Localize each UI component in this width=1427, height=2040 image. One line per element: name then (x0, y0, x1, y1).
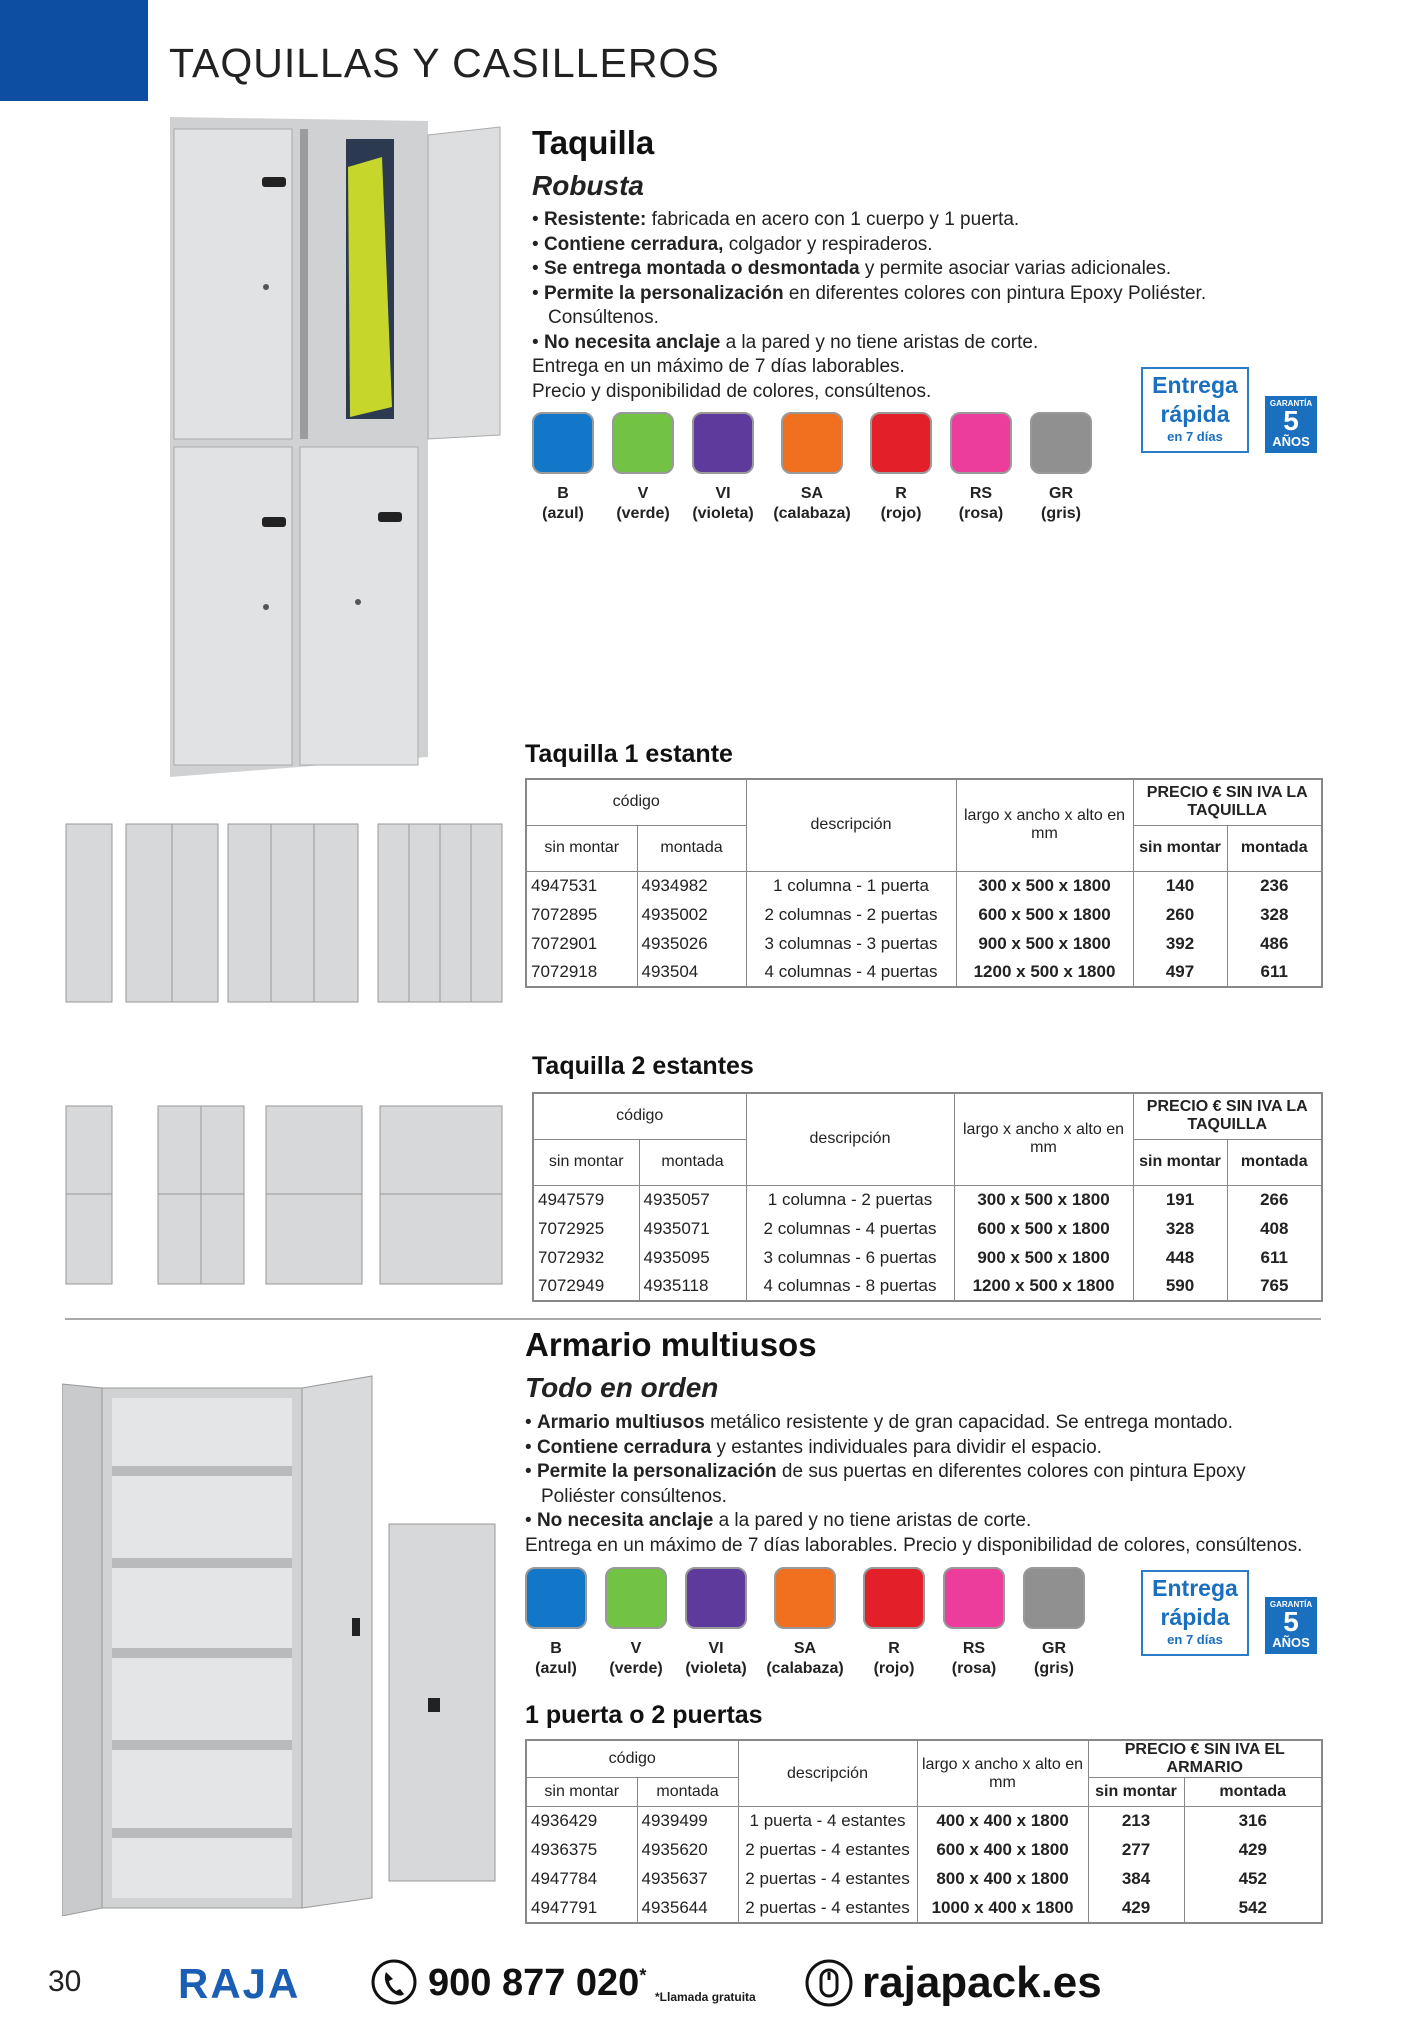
color-swatch-v: V (verde) (605, 1567, 667, 1679)
taquilla-features: • Resistente: fabricada en acero con 1 cuerpo y 1 puerta. • Contiene cerradura, colgador y respiraderos. • Se entrega montada o desmontada y permite asociar varias adicionales. • Permite la personalización en diferentes colores con pintura Epoxy Poliéster. Consúltenos. • No necesita anclaje a la pared y no tiene aristas de corte. Entrega en un máximo de 7 días laborables. Precio y disponibilidad de colores, consúltenos. (532, 208, 1312, 404)
table-row: 7072932 4935095 3 columnas - 6 puertas 900 x 500 x 1800 448 611 (533, 1243, 1322, 1272)
feature-item: • Se entrega montada o desmontada y permite asociar varias adicionales. (532, 258, 1172, 279)
product-title-armario: Armario multiusos (525, 1326, 817, 1363)
website-link[interactable]: rajapack.es (862, 1958, 1102, 2007)
color-swatch-rs: RS (rosa) (950, 412, 1012, 524)
header-precio-montada: montada (1227, 825, 1322, 871)
table-row: 7072918 493504 4 columnas - 4 puertas 1200 x 500 x 1800 497 611 (526, 958, 1322, 987)
feature-item: • Resistente: fabricada en acero con 1 cuerpo y 1 puerta. (532, 209, 1020, 230)
color-chip (870, 412, 932, 474)
locker-1-shelf-images (62, 820, 507, 1006)
table1 (525, 778, 1323, 988)
feature-item: • Permite la personalización en diferentes colores con pintura Epoxy Poliéster. (532, 282, 1207, 304)
table1-title: Taquilla 1 estante (525, 740, 733, 768)
color-chip (863, 1567, 925, 1629)
color-chip (532, 412, 594, 474)
table-row: 4947531 4934982 1 columna - 1 puerta 300 x 500 x 1800 140 236 (526, 871, 1322, 900)
header-sin-montar: sin montar (526, 825, 637, 871)
fast-delivery-badge: Entrega rápida en 7 días (1141, 1570, 1249, 1656)
color-swatch-b: B (azul) (532, 412, 594, 524)
product-subtitle-taquilla: Robusta (532, 170, 644, 201)
phone-icon (370, 1958, 418, 2006)
color-swatch-gr: GR (gris) (1030, 412, 1092, 524)
table2-title: Taquilla 2 estantes (532, 1052, 754, 1080)
table-row: 7072949 4935118 4 columnas - 8 puertas 1200 x 500 x 1800 590 765 (533, 1272, 1322, 1301)
page-title: TAQUILLAS Y CASILLEROS (169, 40, 720, 86)
color-swatch-sa: SA (calabaza) (765, 1567, 845, 1679)
header-codigo: código (526, 779, 746, 825)
raja-logo: RAJA (178, 1960, 301, 2007)
header-sin-montar: sin montar (533, 1139, 639, 1185)
color-chip (685, 1567, 747, 1629)
table3 (525, 1739, 1323, 1924)
table-row: 4936375 4935620 2 puertas - 4 estantes 600 x 400 x 1800 277 429 (526, 1836, 1322, 1865)
header-precio-sin-montar: sin montar (1088, 1778, 1184, 1807)
header-precio-sin-montar: sin montar (1133, 825, 1227, 871)
warranty-badge: GARANTÍA 5 AÑOS (1265, 1597, 1317, 1654)
header-precio-montada: montada (1184, 1778, 1322, 1807)
header-descripcion: descripción (746, 1093, 954, 1185)
header-precio: PRECIO € SIN IVA EL ARMARIO (1088, 1740, 1322, 1778)
page-number: 30 (48, 1965, 82, 1998)
feature-item: • No necesita anclaje a la pared y no tiene aristas de corte. (525, 1510, 1032, 1531)
header-sin-montar: sin montar (526, 1778, 637, 1807)
table-row: 7072901 4935026 3 columnas - 3 puertas 900 x 500 x 1800 392 486 (526, 929, 1322, 958)
section-divider (65, 1318, 1321, 1320)
color-chip (525, 1567, 587, 1629)
color-chip (950, 412, 1012, 474)
color-swatch-b: B (azul) (525, 1567, 587, 1679)
table-row: 4936429 4939499 1 puerta - 4 estantes 400 x 400 x 1800 213 316 (526, 1807, 1322, 1836)
color-chip (781, 412, 843, 474)
color-swatches (532, 412, 1092, 524)
color-chip (605, 1567, 667, 1629)
table-row: 7072895 4935002 2 columnas - 2 puertas 600 x 500 x 1800 260 328 (526, 900, 1322, 929)
color-chip (692, 412, 754, 474)
color-swatches (525, 1567, 1085, 1679)
header-color-block (0, 0, 148, 101)
feature-item: • Contiene cerradura, colgador y respiraderos. (532, 233, 933, 255)
warranty-badge: GARANTÍA 5 AÑOS (1265, 396, 1317, 453)
header-medidas: largo x ancho x alto en mm (954, 1093, 1133, 1185)
header-precio: PRECIO € SIN IVA LA TAQUILLA (1133, 779, 1322, 825)
feature-item: • Contiene cerradura y estantes individuales para dividir el espacio. (525, 1436, 1102, 1458)
table-row: 4947579 4935057 1 columna - 2 puertas 300 x 500 x 1800 191 266 (533, 1185, 1322, 1214)
locker-main-image (166, 117, 506, 779)
header-montada: montada (637, 1778, 738, 1807)
color-swatch-r: R (rojo) (870, 412, 932, 524)
header-precio-sin-montar: sin montar (1133, 1139, 1227, 1185)
armario-features: • Armario multiusos metálico resistente y de gran capacidad. Se entrega montado. • Contiene cerradura y estantes individuales para dividir el espacio. • Permite la personalización de sus puertas en diferentes colores con pintura Epoxy Poliéster consúltenos. • No necesita anclaje a la pared y no tiene aristas de corte. Entrega en un máximo de 7 días laborables. Precio y disponibilidad de colores, consúltenos. (525, 1411, 1325, 1558)
mouse-icon (804, 1958, 854, 2008)
color-swatch-gr: GR (gris) (1023, 1567, 1085, 1679)
color-swatch-sa: SA (calabaza) (772, 412, 852, 524)
header-descripcion: descripción (746, 779, 956, 871)
product-subtitle-armario: Todo en orden (525, 1372, 719, 1403)
color-swatch-vi: VI (violeta) (685, 1567, 747, 1679)
color-chip (1030, 412, 1092, 474)
cabinet-images (62, 1368, 502, 1916)
feature-item: • Armario multiusos metálico resistente y de gran capacidad. Se entrega montado. (525, 1412, 1233, 1433)
header-montada: montada (637, 825, 746, 871)
color-swatch-vi: VI (violeta) (692, 412, 754, 524)
table-row: 4947784 4935637 2 puertas - 4 estantes 800 x 400 x 1800 384 452 (526, 1865, 1322, 1894)
header-precio: PRECIO € SIN IVA LA TAQUILLA (1133, 1093, 1322, 1139)
feature-item: • Permite la personalización de sus puertas en diferentes colores con pintura Epoxy (525, 1461, 1246, 1482)
fast-delivery-badge: Entrega rápida en 7 días (1141, 367, 1249, 453)
phone-number[interactable]: 900 877 020* (428, 1962, 647, 2004)
locker-2-shelf-images (62, 1102, 507, 1288)
color-chip (774, 1567, 836, 1629)
phone-note: *Llamada gratuita (655, 1990, 756, 2004)
table3-title: 1 puerta o 2 puertas (525, 1701, 763, 1729)
header-medidas: largo x ancho x alto en mm (917, 1740, 1088, 1807)
color-swatch-v: V (verde) (612, 412, 674, 524)
feature-item: • No necesita anclaje a la pared y no tiene aristas de corte. (532, 331, 1039, 353)
color-chip (612, 412, 674, 474)
header-codigo: código (533, 1093, 746, 1139)
header-precio-montada: montada (1227, 1139, 1322, 1185)
color-swatch-r: R (rojo) (863, 1567, 925, 1679)
header-montada: montada (639, 1139, 746, 1185)
header-codigo: código (526, 1740, 738, 1778)
header-medidas: largo x ancho x alto en mm (956, 779, 1133, 871)
table-row: 4947791 4935644 2 puertas - 4 estantes 1000 x 400 x 1800 429 542 (526, 1894, 1322, 1923)
table2 (532, 1092, 1323, 1302)
color-chip (943, 1567, 1005, 1629)
header-descripcion: descripción (738, 1740, 917, 1807)
color-chip (1023, 1567, 1085, 1629)
color-swatch-rs: RS (rosa) (943, 1567, 1005, 1679)
table-row: 7072925 4935071 2 columnas - 4 puertas 600 x 500 x 1800 328 408 (533, 1214, 1322, 1243)
product-title-taquilla: Taquilla (532, 124, 655, 161)
